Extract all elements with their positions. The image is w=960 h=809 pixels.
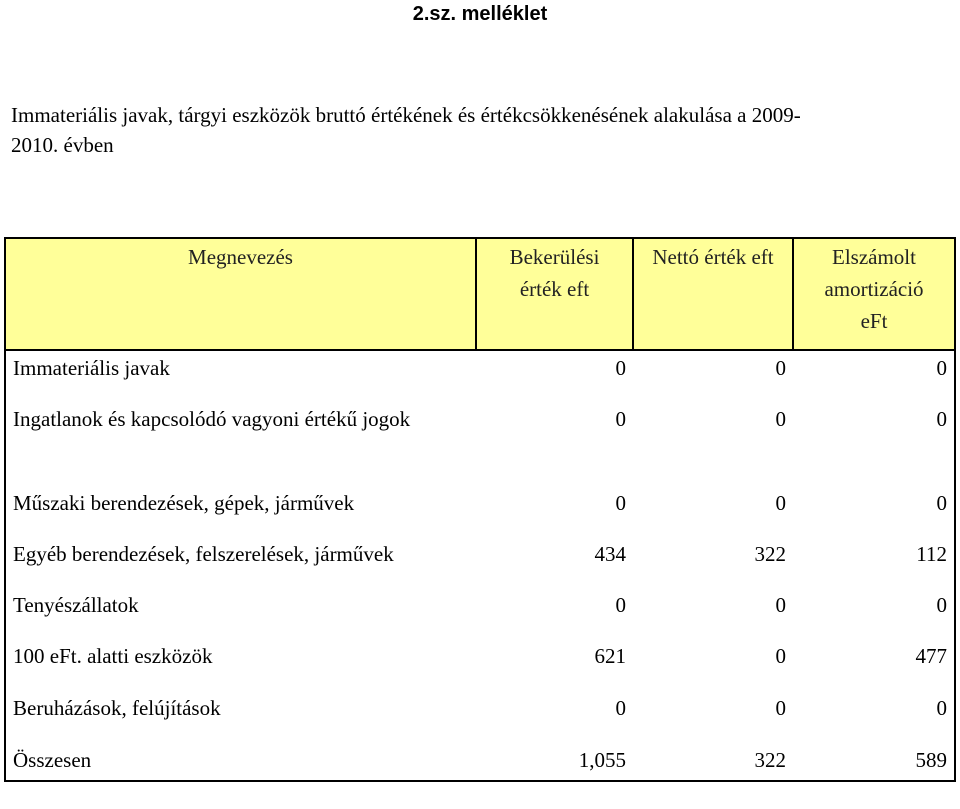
table-row: [5, 588, 955, 639]
row-amortization: 0: [936, 356, 947, 380]
row-cost: 1,055: [578, 748, 626, 772]
row-cost: 434: [594, 542, 626, 566]
row-name: Beruházások, felújítások: [13, 696, 221, 720]
row-cost: 0: [615, 407, 626, 431]
asset-table: [4, 237, 956, 782]
header-name: Megnevezés: [5, 238, 476, 350]
row-amortization: 477: [915, 644, 947, 668]
row-cost: 0: [615, 593, 626, 617]
header-net-value: Nettó érték eft: [633, 238, 793, 350]
header-cost: Bekerülési érték eft: [476, 238, 633, 350]
row-name: Egyéb berendezések, felszerelések, járművek: [13, 542, 394, 566]
row-amortization: 589: [915, 748, 947, 772]
table-row: [5, 639, 955, 691]
annex-label: 2.sz. melléklet: [412, 3, 548, 25]
row-amortization: 112: [916, 542, 947, 566]
row-net-value: 0: [775, 644, 786, 668]
row-net-value: 0: [775, 491, 786, 515]
table-row: [5, 691, 955, 743]
table-row: [5, 350, 955, 402]
row-cost: 0: [615, 696, 626, 720]
table-row: [5, 537, 955, 588]
row-amortization: 0: [936, 696, 947, 720]
table-row-total: [5, 743, 955, 781]
row-net-value: 0: [775, 593, 786, 617]
document-title: Immateriális javak, tárgyi eszközök bruttó értékének és értékcsökkenésének alakulása a 2009- 2010. évben: [11, 103, 801, 157]
table-header: [5, 238, 955, 350]
row-net-value: 0: [775, 356, 786, 380]
row-cost: 621: [594, 644, 626, 668]
row-amortization: 0: [936, 407, 947, 431]
row-cost: 0: [615, 356, 626, 380]
row-name: Tenyészállatok: [13, 593, 139, 617]
table-row: [5, 486, 955, 537]
row-net-value: 0: [775, 696, 786, 720]
row-name: Ingatlanok és kapcsolódó vagyoni értékű jogok: [13, 407, 411, 431]
row-name: Műszaki berendezések, gépek, járművek: [13, 491, 355, 515]
row-name: Összesen: [13, 748, 92, 772]
table-body: [5, 350, 955, 781]
row-net-value: 0: [775, 407, 786, 431]
row-cost: 0: [615, 491, 626, 515]
table-row: [5, 402, 955, 486]
row-amortization: 0: [936, 593, 947, 617]
row-name: Immateriális javak: [13, 356, 170, 380]
header-amortization: Elszámolt amortizáció eFt: [793, 238, 955, 350]
row-net-value: 322: [754, 748, 786, 772]
row-amortization: 0: [936, 491, 947, 515]
row-name: 100 eFt. alatti eszközök: [13, 644, 213, 668]
row-net-value: 322: [754, 542, 786, 566]
header-row: [5, 238, 955, 350]
